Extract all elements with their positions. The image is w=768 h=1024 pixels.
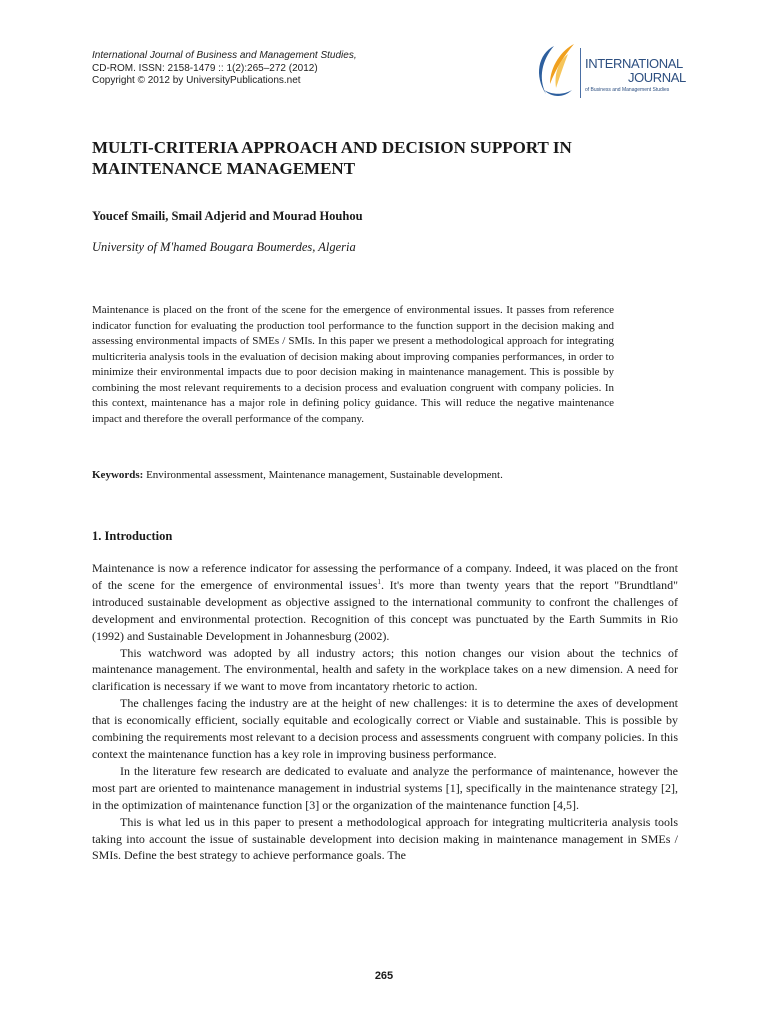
section-title: 1. Introduction: [92, 529, 173, 543]
paragraph-1: [92, 560, 678, 645]
paragraph-5: This is what led us in this paper to present a methodological approach for integrating multicriteria analysis tools taking into account the issue of sustainable development into decision making in maintenance management in SMEs / SMIs. Define the best strategy to achieve performance goals. The: [92, 814, 678, 863]
copyright-line: Copyright © 2012 by UniversityPublications.net: [92, 75, 301, 86]
paragraph-1-text-b: . It's more than twenty years that the report "Brundtland" introduced sustainable development as objective assigned to the international community to confront the challenges of development and environmental protection. Recognition of this concept was punctuated by the Earth Summits in Rio (1992) and Sustainable Development in Johannesburg (2002).: [92, 577, 678, 643]
logo-text-journal: JOURNAL: [628, 70, 686, 85]
section-body: [92, 560, 678, 864]
keywords: [92, 468, 614, 483]
swoosh-logo-icon: [528, 40, 580, 104]
keywords-text: Environmental assessment, Maintenance management, Sustainable development.: [146, 469, 503, 481]
keywords-label: Keywords:: [92, 469, 144, 481]
paper-title: MULTI-CRITERIA APPROACH AND DECISION SUPPORT IN MAINTENANCE MANAGEMENT: [92, 138, 572, 178]
paragraph-3: The challenges facing the industry are at the height of new challenges: it is to determine the axes of development that is economically efficient, socially equitable and ecologically correct or Viable and sustainable. This is possible by combining the requirements most relevant to a decision process and assessments congruent with company policies. In this context the maintenance function has a key role in improving business performance.: [92, 696, 678, 761]
paragraph-1-text-a: Maintenance is now a reference indicator for assessing the performance of a company. Indeed, it was placed on the front of the scene for the emergence of environmental issues: [92, 561, 678, 592]
journal-name: International Journal of Business and Management Studies,: [92, 50, 357, 61]
paper-authors: Youcef Smaili, Smail Adjerid and Mourad Houhou: [92, 209, 363, 223]
page-number: 265: [374, 970, 394, 982]
issn-line: CD-ROM. ISSN: 2158-1479 :: 1(2):265–272 (2012): [92, 62, 318, 74]
logo-divider: [580, 48, 581, 98]
paragraph-2: This watchword was adopted by all industry actors; this notion changes our vision about the technics of maintenance management. The environmental, health and safety in the workplace takes on a new dimension. A need for clarification is necessary if we want to move from incantatory rhetoric to action.: [92, 645, 678, 694]
journal-logo: [528, 40, 688, 104]
logo-text-subtitle: of Business and Management Studies: [585, 87, 670, 93]
logo-text-international: INTERNATIONAL: [585, 56, 683, 71]
journal-header: [92, 50, 422, 88]
paper-affiliation: University of M'hamed Bougara Boumerdes, Algeria: [92, 240, 356, 254]
abstract: Maintenance is placed on the front of the scene for the emergence of environmental issues. It passes from reference indicator function for evaluating the production tool performance to the function support in the decision making and assessing environmental impacts of SMEs / SMIs. In this paper we present a methodological approach for integrating multicriteria analysis tools in the evaluation of decision making about improving companies performances, in order to minimize their environmental impacts due to poor decision making in maintenance management. This is possible by combining the most relevant requirements to a decision process and evaluation congruent with company policies. In this context, maintenance has a major role in defining policy guidance. This will reduce the negative maintenance impact and therefore the overall performance of the company.: [92, 304, 614, 425]
footnote-ref: 1: [377, 577, 381, 586]
paragraph-4: In the literature few research are dedicated to evaluate and analyze the performance of maintenance, however the most part are oriented to maintenance management in industrial systems [1], specifically in the maintenance strategy [2], in the optimization of maintenance function [3] or the organization of the maintenance function [4,5].: [92, 763, 678, 812]
